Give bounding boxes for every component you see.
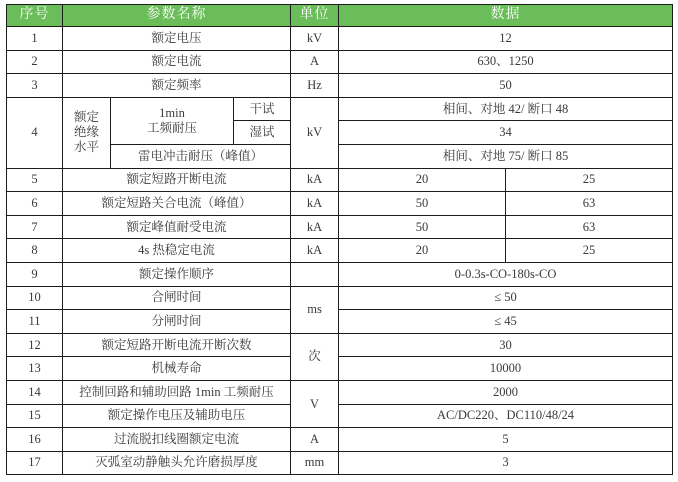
seq-cell: 6 bbox=[7, 192, 63, 216]
wet-test-cell: 湿试 bbox=[234, 121, 291, 145]
data-cell: 50 bbox=[339, 192, 506, 216]
data-cell: 50 bbox=[339, 215, 506, 239]
unit-cell: A bbox=[291, 50, 339, 74]
data-cell: AC/DC220、DC110/48/24 bbox=[339, 404, 673, 428]
table-row bbox=[7, 310, 673, 334]
seq-cell: 15 bbox=[7, 404, 63, 428]
table-row bbox=[7, 50, 673, 74]
table-row bbox=[7, 192, 673, 216]
seq-cell: 7 bbox=[7, 215, 63, 239]
insulation-level-line: 水平 bbox=[73, 140, 99, 155]
data-cell: 2000 bbox=[339, 380, 673, 404]
seq-cell: 10 bbox=[7, 286, 63, 310]
unit-cell bbox=[291, 262, 339, 286]
table-row bbox=[7, 286, 673, 310]
parameter-spec-table bbox=[6, 4, 673, 475]
param-name-cell: 额定短路开断电流开断次数 bbox=[63, 333, 291, 357]
seq-cell: 9 bbox=[7, 262, 63, 286]
param-name-cell: 过流脱扣线圈额定电流 bbox=[63, 428, 291, 452]
seq-cell: 4 bbox=[7, 97, 63, 168]
data-cell: 相间、对地 42/ 断口 48 bbox=[339, 97, 673, 121]
data-cell: 63 bbox=[506, 192, 673, 216]
param-name-cell: 额定短路开断电流 bbox=[63, 168, 291, 192]
unit-cell: ms bbox=[291, 286, 339, 333]
unit-cell: A bbox=[291, 428, 339, 452]
param-name-cell: 机械寿命 bbox=[63, 357, 291, 381]
data-cell: 12 bbox=[339, 27, 673, 51]
data-cell: 10000 bbox=[339, 357, 673, 381]
param-name-cell: 额定峰值耐受电流 bbox=[63, 215, 291, 239]
unit-cell: mm bbox=[291, 451, 339, 475]
seq-cell: 8 bbox=[7, 239, 63, 263]
param-name-cell: 额定电压 bbox=[63, 27, 291, 51]
unit-cell: kA bbox=[291, 239, 339, 263]
data-cell: 30 bbox=[339, 333, 673, 357]
unit-cell: V bbox=[291, 380, 339, 427]
table-row bbox=[7, 27, 673, 51]
param-name-cell: 额定频率 bbox=[63, 74, 291, 98]
data-cell: 5 bbox=[339, 428, 673, 452]
table-row bbox=[7, 215, 673, 239]
data-cell: 3 bbox=[339, 451, 673, 475]
table-row bbox=[7, 239, 673, 263]
unit-cell: kA bbox=[291, 192, 339, 216]
data-cell: 相间、对地 75/ 断口 85 bbox=[339, 144, 673, 168]
unit-cell: 次 bbox=[291, 333, 339, 380]
seq-cell: 1 bbox=[7, 27, 63, 51]
unit-cell: Hz bbox=[291, 74, 339, 98]
freq-withstand-cell bbox=[111, 97, 234, 144]
table-row bbox=[7, 74, 673, 98]
insulation-level-line: 额定 bbox=[73, 110, 99, 125]
seq-cell: 11 bbox=[7, 310, 63, 334]
param-name-cell: 控制回路和辅助回路 1min 工频耐压 bbox=[63, 380, 291, 404]
dry-test-cell: 干试 bbox=[234, 97, 291, 121]
param-name-cell: 额定操作顺序 bbox=[63, 262, 291, 286]
seq-cell: 17 bbox=[7, 451, 63, 475]
data-cell: ≤ 50 bbox=[339, 286, 673, 310]
unit-cell: kA bbox=[291, 168, 339, 192]
table-row bbox=[7, 404, 673, 428]
header-no: 序号 bbox=[7, 5, 63, 27]
table-row bbox=[7, 97, 673, 121]
data-cell: 34 bbox=[339, 121, 673, 145]
data-cell: 630、1250 bbox=[339, 50, 673, 74]
table-row bbox=[7, 451, 673, 475]
param-name-cell: 灭弧室动静触头允许磨损厚度 bbox=[63, 451, 291, 475]
data-cell: 63 bbox=[506, 215, 673, 239]
impulse-withstand-cell: 雷电冲击耐压（峰值） bbox=[111, 144, 291, 168]
table-row bbox=[7, 357, 673, 381]
seq-cell: 2 bbox=[7, 50, 63, 74]
data-cell: 20 bbox=[339, 168, 506, 192]
insulation-level-line: 绝缘 bbox=[73, 125, 99, 140]
insulation-level-cell bbox=[63, 97, 111, 168]
header-unit: 单位 bbox=[291, 5, 339, 27]
data-cell: 20 bbox=[339, 239, 506, 263]
header-row bbox=[7, 5, 673, 27]
data-cell: 25 bbox=[506, 168, 673, 192]
data-cell: 0-0.3s-CO-180s-CO bbox=[339, 262, 673, 286]
seq-cell: 3 bbox=[7, 74, 63, 98]
param-name-cell: 额定操作电压及辅助电压 bbox=[63, 404, 291, 428]
param-name-cell: 额定短路关合电流（峰值） bbox=[63, 192, 291, 216]
header-param-name: 参数名称 bbox=[63, 5, 291, 27]
seq-cell: 13 bbox=[7, 357, 63, 381]
table-row bbox=[7, 168, 673, 192]
seq-cell: 16 bbox=[7, 428, 63, 452]
param-name-cell: 合闸时间 bbox=[63, 286, 291, 310]
table-row bbox=[7, 333, 673, 357]
table-row bbox=[7, 380, 673, 404]
freq-withstand-line: 1min bbox=[159, 105, 185, 120]
freq-withstand-line: 工频耐压 bbox=[146, 120, 197, 135]
data-cell: 25 bbox=[506, 239, 673, 263]
unit-cell: kV bbox=[291, 97, 339, 168]
header-data: 数据 bbox=[339, 5, 673, 27]
param-name-cell: 4s 热稳定电流 bbox=[63, 239, 291, 263]
seq-cell: 14 bbox=[7, 380, 63, 404]
data-cell: ≤ 45 bbox=[339, 310, 673, 334]
seq-cell: 12 bbox=[7, 333, 63, 357]
unit-cell: kV bbox=[291, 27, 339, 51]
table-row bbox=[7, 262, 673, 286]
param-name-cell: 分闸时间 bbox=[63, 310, 291, 334]
data-cell: 50 bbox=[339, 74, 673, 98]
unit-cell: kA bbox=[291, 215, 339, 239]
param-name-cell: 额定电流 bbox=[63, 50, 291, 74]
table-row bbox=[7, 428, 673, 452]
seq-cell: 5 bbox=[7, 168, 63, 192]
